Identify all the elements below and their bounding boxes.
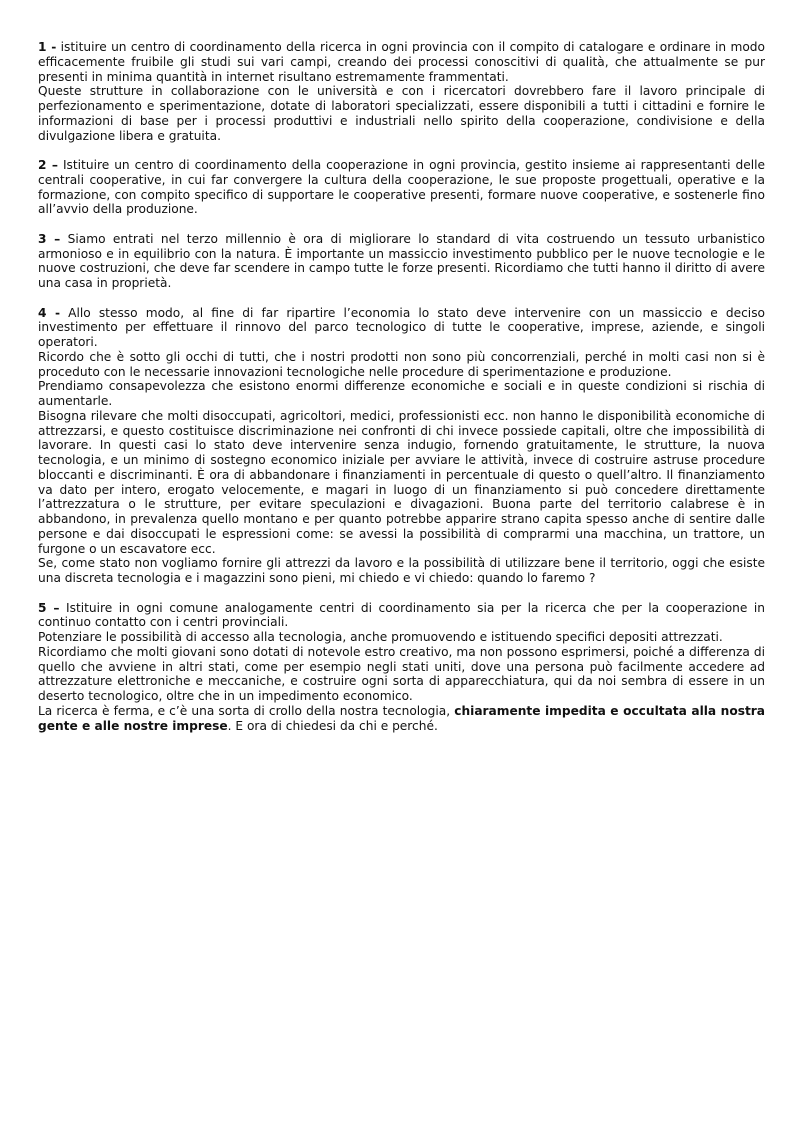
section-3 (38, 232, 765, 291)
section-number: 5 – (38, 600, 60, 615)
paragraph (38, 158, 765, 217)
section-number: 1 - (38, 40, 57, 54)
paragraph-text: Istituire un centro di coordinamento della cooperazione in ogni provincia, gestito insieme ai rappresentanti delle centrali cooperative, in cui far convergere la cultura della cooperazione, le sue proposte progettuali, operative e la formazione, con compito specifico di supportare le cooperative presenti, formare nuove cooperative, e sostenerle fino all’avvio della produzione. (38, 158, 766, 217)
paragraph: Prendiamo consapevolezza che esistono enormi differenze economiche e sociali e in queste condizioni si rischia di aumentarle. (38, 379, 765, 408)
section-1 (38, 40, 765, 143)
paragraph (38, 232, 765, 291)
closing-text-bold: chiaramente impedita e occultata alla nostra gente e alle nostre imprese (38, 703, 766, 733)
section-4 (38, 306, 765, 586)
paragraph-text: istituire un centro di coordinamento della ricerca in ogni provincia con il compito di catalogare e ordinare in modo efficacemente fruibile gli studi sui vari campi, creando dei processi conoscitivi di qualità, che attualmente se pur presenti in minima quantità in internet risultano estremamente frammentati. (38, 40, 765, 84)
paragraph: Queste strutture in collaborazione con le università e con i ricercatori dovrebbero fare il lavoro principale di perfezionamento e sperimentazione, dotate di laboratori specializzati, essere disponibili a tutti i cittadini e fornire le informazioni di base per i processi produttivi e industriali nello spirito della cooperazione, condivisione e della divulgazione libera e gratuita. (38, 84, 765, 143)
paragraph: Bisogna rilevare che molti disoccupati, agricoltori, medici, professionisti ecc. non hanno le disponibilità economiche di attrezzarsi, e questo costituisce discriminazione nei confronti di chi invece possiede capitali, oltre che impossibilità di lavorare. In questi casi lo stato deve intervenire senza indugio, fornendo gratuitamente, le strutture, la nuova tecnologia, e un minimo di sostegno economico iniziale per avviare le attività, invece di costruire astruse procedure bloccanti e discriminanti. È ora di abbandonare i finanziamenti in percentuale di questo o quell’altro. Il finanziamento va dato per intero, erogato velocemente, e magari in luogo di un finanziamento si può concedere direttamente l’attrezzatura o le strutture, per evitare speculazioni e divagazioni. Buona parte del territorio calabrese è in abbandono, in prevalenza quello montano e per quanto potrebbe apparire strano capita spesso anche di sentire dalle persone e dai disoccupati le espressioni come: se avessi la possibilità di comprarmi una macchina, un trattore, un furgone o un escavatore ecc. (38, 408, 765, 556)
paragraph: Potenziare le possibilità di accesso alla tecnologia, anche promuovendo e istituendo specifici depositi attrezzati. (38, 630, 723, 644)
paragraph: Ricordiamo che molti giovani sono dotati di notevole estro creativo, ma non possono esprimersi, poiché a differenza di quello che avviene in altri stati, come per esempio negli stati uniti, dove una persona può facilmente accedere ad attrezzature elettroniche e meccaniche, e costruire ogni sorta di apparecchiatura, qui da noi sembra di essere in un deserto tecnologico, oltre che in un impedimento economico. (38, 644, 765, 703)
section-5 (38, 601, 765, 734)
section-number: 4 - (38, 305, 61, 320)
section-2 (38, 158, 765, 217)
section-number: 2 – (38, 158, 58, 172)
closing-text-start: La ricerca è ferma, e c’è una sorta di crollo della nostra tecnologia, (38, 703, 455, 718)
paragraph (38, 40, 765, 84)
paragraph (38, 601, 765, 631)
paragraph-text: Siamo entrati nel terzo millennio è ora di migliorare lo standard di vita costruendo un tessuto urbanistico armonioso e in equilibrio con la natura. È importante un massiccio investimento pubblico per le nuove tecnologie e le nuove costruzioni, che deve far scendere in campo tutte le forze presenti. Ricordiamo che tutti hanno il diritto di avere una casa in proprietà. (38, 231, 765, 290)
paragraph: Ricordo che è sotto gli occhi di tutti, che i nostri prodotti non sono più concorrenziali, perché in molti casi non si è proceduto con le necessarie innovazioni tecnologiche nelle procedure di sperimentazione e produzione. (38, 349, 765, 379)
paragraph: Se, come stato non vogliamo fornire gli attrezzi da lavoro e la possibilità di utilizzare bene il territorio, oggi che esiste una discreta tecnologia e i magazzini sono pieni, mi chiedo e vi chiedo: quando lo faremo ? (38, 556, 765, 585)
paragraph (38, 306, 765, 350)
closing-paragraph (38, 704, 765, 734)
paragraph-text: Allo stesso modo, al fine di far ripartire l’economia lo stato deve intervenire con un massiccio e deciso investimento per effettuare il rinnovo del parco tecnologico di tutte le cooperative, imprese, aziende, e singoli operatori. (38, 305, 766, 349)
section-number: 3 – (38, 231, 61, 246)
document-page (38, 40, 765, 748)
paragraph-text: Istituire in ogni comune analogamente centri di coordinamento sia per la ricerca che per la cooperazione in continuo contatto con i centri provinciali. (38, 600, 766, 630)
closing-text-end: . E ora di chiedesi da chi e perché. (227, 718, 438, 733)
